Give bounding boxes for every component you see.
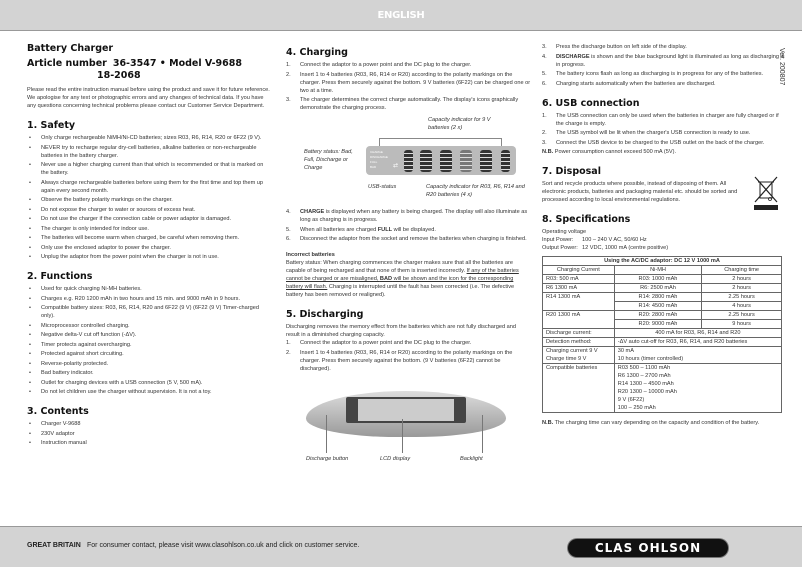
table-row: Charge time 9 V 10 hours (timer controlled): [543, 355, 782, 364]
caption-usb-status: USB-status: [368, 184, 397, 190]
list-item: • Instruction manual: [27, 439, 272, 447]
header-bar: [0, 0, 802, 31]
label-lcd-display: LCD display: [380, 455, 411, 462]
list-item: • Observe the battery polarity markings on the charger.: [27, 196, 272, 204]
doc-title: Battery Charger: [27, 43, 114, 54]
charging-steps: [286, 61, 531, 112]
language-label: ENGLISH: [377, 10, 425, 21]
output-power: Output Power: 12 VDC, 1000 mA (centre positive): [542, 245, 669, 251]
footer-bar: [0, 526, 802, 567]
usb-icon: ⇄: [393, 163, 399, 169]
safety-list: [27, 134, 272, 261]
specs-note: N.B. The charging time can vary depending on the capacity and condition of the battery.: [542, 420, 760, 426]
battery-9v-icon: [501, 150, 510, 172]
list-item: • Reverse-polarity protected.: [27, 360, 272, 368]
incorrect-text: Battery status: When charging commences the charger makes sure that all the batteries are capable of being recharged and that none of them is inserted incorrectly. If any of the batteries cannot be charged or are misaligned, BAD will be shown and the icon for the corresponding battery will flash. Charging is interrupted until the fault has been corrected (i.e. The defective battery has been removed or realigned).: [286, 260, 519, 298]
charger-lcd: [346, 397, 466, 423]
step-item: 6. Charging starts automatically when the batteries are discharged.: [542, 80, 716, 87]
column-2: [286, 43, 531, 471]
step-item: 4. DISCHARGE is shown and the blue background light is illuminated as long as discharging is in progress.: [542, 53, 785, 68]
lcd-diagram: [286, 116, 531, 208]
caption-battery-status: Battery status: Bad, Full, Discharge or Charge: [304, 149, 353, 171]
list-item: • Always charge rechargeable batteries before using them for the first time and top them up again every second month.: [27, 179, 272, 195]
list-item: • Outlet for charging devices with a USB connection (5 V, 500 mA).: [27, 379, 272, 387]
intro-text: Please read the entire instruction manual before using the product and save it for future reference. We apologise for any text or photographic errors and any changes of technical data. If you have any questions concerning technical problems please contact our Customer Service Department.: [27, 87, 270, 109]
caption-capacity-indicator: Capacity indicator for R03, R6, R14 and R20 batteries (4 x): [426, 184, 525, 198]
callout-line: [326, 415, 327, 453]
operating-voltage-label: Operating voltage: [542, 229, 587, 235]
step-item: 6. Disconnect the adaptor from the socket and remove the batteries when charging is finished.: [286, 236, 527, 242]
list-item: • The batteries will become warm when charged, be careful when removing them.: [27, 234, 272, 242]
step-item: 2. The USB symbol will be lit when the charger's USB connection is ready to use.: [542, 130, 751, 136]
table-row: Detection method: -ΔV auto cut-off for R03, R6, R14, and R20 batteries: [543, 338, 782, 347]
disposal-heading: 7. Disposal: [542, 166, 601, 177]
usb-heading: 6. USB connection: [542, 97, 640, 109]
battery-icon: [440, 150, 452, 172]
functions-heading: 2. Functions: [27, 271, 93, 282]
discharging-steps-2: [542, 43, 787, 88]
step-item: 3. Press the discharge button on left side of the display.: [542, 44, 687, 50]
incorrect-heading: Incorrect batteries: [286, 252, 335, 258]
column-3: [542, 43, 787, 427]
label-backlight: Backlight: [460, 455, 483, 462]
list-item: • Charges e.g. R20 1200 mAh in two hours and 15 min. and 9000 mAh in 9 hours.: [27, 295, 272, 303]
list-item: • Unplug the adaptor from the power point when the charger is not in use.: [27, 253, 272, 261]
step-item: 1. Connect the adaptor to a power point and the DC plug to the charger.: [286, 62, 472, 68]
table-row: R03: 500 mA R03: 1000 mAh 2 hours: [543, 275, 782, 284]
footer-contact: For consumer contact, please visit www.clasohlson.co.uk and click on customer service.: [87, 542, 360, 549]
list-item: • Timer protects against overcharging.: [27, 341, 272, 349]
list-item: • Never use a higher charging current than that which is recommended or that is marked on the battery.: [27, 161, 272, 177]
charging-steps-2: [286, 208, 531, 243]
discharging-heading: 5. Discharging: [286, 309, 364, 320]
weee-bin-icon: [754, 176, 778, 210]
discharging-intro: Discharging removes the memory effect from the batteries which are not fully discharged and result in a diminished charging capacity.: [286, 324, 516, 338]
callout-line: [402, 419, 403, 453]
battery-9v-icon: [404, 150, 413, 172]
column-1: [27, 43, 272, 449]
discharging-steps: [286, 339, 531, 373]
table-row: Discharge current: 400 mA for R03, R6, R14 and R20: [543, 329, 782, 338]
lcd-display-illustration: [366, 146, 516, 175]
specifications-heading: 8. Specifications: [542, 214, 631, 225]
disposal-section: [542, 166, 787, 204]
contents-list: [27, 420, 272, 447]
incorrect-batteries-section: [286, 251, 531, 299]
callout-line: [379, 138, 502, 146]
list-item: • Do not expose the charger to water or sources of excess heat.: [27, 206, 272, 214]
step-item: 5. The battery icons flash as long as discharging is in progress for any of the batteries.: [542, 71, 764, 77]
step-item: 1. The USB connection can only be used when the batteries in charger are fully charged or if the charge is empty.: [542, 112, 779, 127]
disposal-text: Sort and recycle products where possible, instead of disposing of them. All electronic products, batteries and packaging material etc. should be sorted and processed according to local environmental regulations.: [542, 181, 738, 203]
charger-device-illustration: [286, 379, 531, 471]
step-item: 1. Connect the adaptor to a power point and the DC plug to the charger.: [286, 340, 472, 346]
caption-9v-capacity: Capacity indicator for 9 V batteries (2 x): [428, 117, 491, 131]
clas-ohlson-logo: CLAS OHLSON: [568, 539, 728, 557]
list-item: • NEVER try to recharge regular dry-cell batteries, alkaline batteries or non-rechargeable batteries in the battery charger.: [27, 144, 272, 160]
step-item: 2. Insert 1 to 4 batteries (R03, R6, R14 or R20) according to the polarity markings on the charger. Press them securely against the bottom. 9 V batteries (6F22) can be charged one or two at a time.: [286, 71, 531, 94]
list-item: • Microprocessor controlled charging.: [27, 322, 272, 330]
list-item: • Only use the enclosed adaptor to power the charger.: [27, 244, 272, 252]
version-label: Ver. 200807: [778, 48, 785, 86]
step-item: 4. CHARGE is displayed when any battery is being charged. The display will also illuminate as long as charging is in progress.: [286, 209, 528, 223]
list-item: • The charger is only intended for indoor use.: [27, 225, 272, 233]
list-item: • Compatible battery sizes: R03, R6, R14, R20 and 6F22 (9 V) (6F22 (9 V) Timer-charged only).: [27, 304, 272, 320]
article-number: Article number 36-3547 • Model V-9688 18-2068: [27, 58, 242, 81]
battery-icon: [420, 150, 432, 172]
callout-line: [482, 415, 483, 453]
footer-country: GREAT BRITAIN: [27, 542, 81, 549]
step-item: 3. Connect the USB device to be charged to the USB outlet on the back of the charger.: [542, 139, 765, 146]
list-item: • Charger V-9688: [27, 420, 272, 428]
table-row: R20: 9000 mAh 9 hours: [543, 320, 782, 329]
step-item: 3. The charger determines the correct charge automatically. The display's icons graphically demonstrate the charging process.: [286, 97, 519, 111]
list-item: • Protected against short circuiting.: [27, 350, 272, 358]
step-item: 5. When all batteries are charged FULL will be displayed.: [286, 226, 436, 233]
usb-note: N.B. Power consumption cannot exceed 500 mA (5V).: [542, 149, 677, 155]
table-row: R6 1300 mA R6: 2500 mAh 2 hours: [543, 284, 782, 293]
list-item: • Do not let children use the charger without supervision. It is not a toy.: [27, 388, 272, 396]
charging-heading: 4. Charging: [286, 47, 348, 58]
table-row: R20 1300 mA R20: 2800 mAh 2.25 hours: [543, 311, 782, 320]
functions-list: [27, 285, 272, 396]
input-power: Input Power: 100 – 240 V AC, 50/60 Hz: [542, 237, 647, 243]
battery-icon: [480, 150, 492, 172]
lcd-status-labels: CHARGE DISCHARGE FULL BAD: [370, 150, 388, 169]
table-row: R14 1300 mA R14: 2800 mAh 2.25 hours: [543, 293, 782, 302]
list-item: • Do not use the charger if the connection cable or power adaptor is damaged.: [27, 215, 272, 223]
table-row: R14: 4500 mAh 4 hours: [543, 302, 782, 311]
table-row: Compatible batteries R03 500 – 1100 mAh R6 1300 – 2700 mAh R14 1300 – 4500 mAh R20 1300 – 10000 mAh 9 V (6F22) 100 – 250 mAh: [543, 364, 782, 413]
usb-steps: [542, 112, 787, 147]
list-item: • Negative delta-V cut off function (-ΔV).: [27, 331, 272, 339]
safety-heading: 1. Safety: [27, 120, 76, 131]
battery-icon: [460, 150, 472, 172]
step-item: 2. Insert 1 to 4 batteries (R03, R6, R14 or R20) according to the polarity markings on the charger. Press them securely against the bottom. (9 V batteries (6F22) cannot be discharged).: [286, 349, 513, 372]
label-discharge-button: Discharge button: [306, 455, 349, 462]
list-item: • Only charge rechargeable NiMH/Ni-CD batteries; sizes R03, R6, R14, R20 or 6F22 (9 V).: [27, 134, 272, 142]
list-item: • 230V adaptor: [27, 430, 272, 438]
list-item: • Bad battery indicator.: [27, 369, 272, 377]
list-item: • Used for quick charging Ni-MH batteries.: [27, 285, 272, 293]
contents-heading: 3. Contents: [27, 406, 89, 417]
table-row: Charging current 9 V 30 mA: [543, 347, 782, 356]
specifications-table: Using the AC/DC adaptor: DC 12 V 1000 mA Charging Current Ni-MH Charging time R03: 500 mA R03: 1000 mAh 2 hours R6 1300 mA R6: 2500 mAh 2 hours R14 1300 mA R14: 2800 mAh 2.25 hours R14: 4500 mAh 4 hours R20 1300 mA R20: 2800 mAh 2.25 hours R20: 9000 mAh 9 hours Discharge current: 400 mA for R03, R6, R14 and R20 Detection method: -ΔV auto cut-off for R03, R6, R14, and R20 batteries Charging current 9 V 30 mA Charge time 9 V 10 hours (timer controlled) Compatible batteries R03 500 – 1100 mAh R6 1300 – 2700 mAh R14 1300 – 4500 mAh R20 1300 – 10000 mAh 9 V (6F22) 100 – 250 mAh: [542, 256, 782, 413]
